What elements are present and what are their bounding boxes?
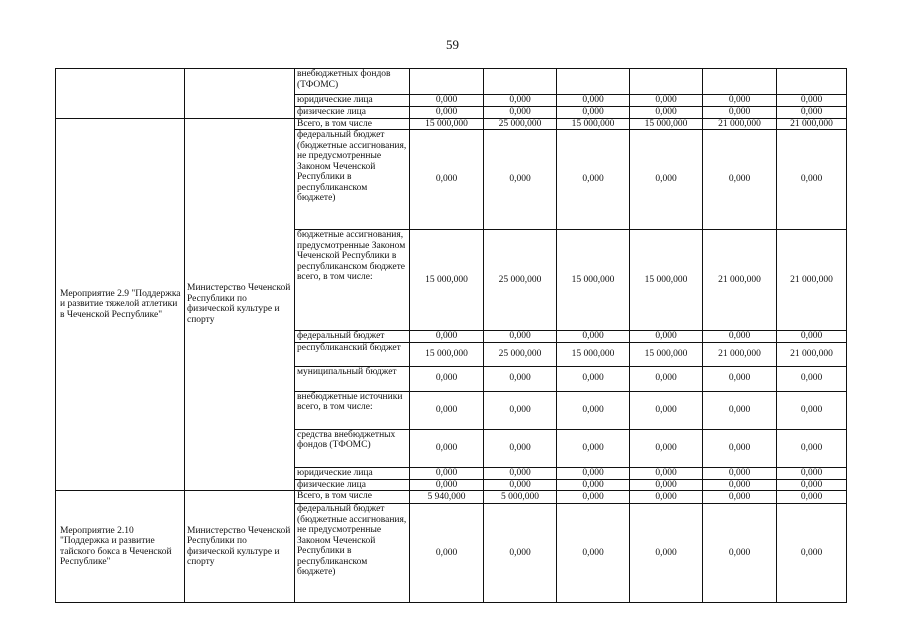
table-row	[56, 491, 847, 504]
amount-cell: 0,000	[703, 130, 777, 230]
amount-cell: 0,000	[410, 504, 484, 603]
organization-cell	[185, 69, 295, 119]
amount-cell: 0,000	[630, 107, 703, 119]
amount-cell: 0,000	[630, 366, 703, 391]
amount-cell: 21 000,000	[777, 118, 847, 130]
amount-cell: 0,000	[557, 107, 630, 119]
amount-cell: 0,000	[484, 130, 557, 230]
amount-cell: 15 000,000	[410, 230, 484, 331]
amount-cell: 0,000	[557, 429, 630, 467]
funding-source-cell: физические лица	[295, 107, 410, 119]
amount-cell: 0,000	[777, 479, 847, 491]
amount-cell	[410, 69, 484, 95]
amount-cell: 0,000	[630, 391, 703, 429]
amount-cell: 0,000	[703, 107, 777, 119]
amount-cell: 0,000	[484, 107, 557, 119]
amount-cell: 0,000	[703, 504, 777, 603]
organization-cell: Министерство Чеченской Республики по физической культуре и спорту	[185, 118, 295, 491]
amount-cell: 15 000,000	[630, 342, 703, 366]
amount-cell: 21 000,000	[703, 118, 777, 130]
budget-table	[55, 68, 847, 603]
amount-cell: 0,000	[630, 130, 703, 230]
amount-cell: 25 000,000	[484, 230, 557, 331]
amount-cell: 15 000,000	[557, 230, 630, 331]
budget-table-body	[56, 69, 847, 603]
funding-source-cell: средства внебюджетных фондов (ТФОМС)	[295, 429, 410, 467]
amount-cell: 0,000	[777, 391, 847, 429]
amount-cell	[703, 69, 777, 95]
amount-cell: 0,000	[410, 366, 484, 391]
amount-cell: 15 000,000	[557, 342, 630, 366]
amount-cell: 15 000,000	[410, 118, 484, 130]
funding-source-cell: юридические лица	[295, 95, 410, 107]
funding-source-cell: бюджетные ассигнования, предусмотренные Законом Чеченской Республики в республиканском бюджете всего, в том числе:	[295, 230, 410, 331]
event-name-cell	[56, 69, 185, 119]
amount-cell: 0,000	[777, 107, 847, 119]
amount-cell: 0,000	[703, 366, 777, 391]
amount-cell: 0,000	[557, 366, 630, 391]
funding-source-cell: федеральный бюджет	[295, 331, 410, 343]
amount-cell: 0,000	[630, 479, 703, 491]
amount-cell: 0,000	[703, 429, 777, 467]
amount-cell: 5 940,000	[410, 491, 484, 504]
amount-cell: 0,000	[410, 107, 484, 119]
amount-cell: 0,000	[703, 331, 777, 343]
amount-cell: 0,000	[557, 130, 630, 230]
funding-source-cell: Всего, в том числе	[295, 118, 410, 130]
amount-cell: 0,000	[630, 429, 703, 467]
amount-cell: 0,000	[557, 504, 630, 603]
amount-cell: 15 000,000	[630, 230, 703, 331]
amount-cell: 0,000	[703, 95, 777, 107]
funding-source-cell: юридические лица	[295, 467, 410, 479]
amount-cell: 15 000,000	[557, 118, 630, 130]
amount-cell: 0,000	[777, 491, 847, 504]
funding-source-cell: федеральный бюджет (бюджетные ассигнования, не предусмотренные Законом Чеченской Республики в республиканском бюджете)	[295, 130, 410, 230]
amount-cell: 0,000	[410, 467, 484, 479]
amount-cell: 0,000	[557, 95, 630, 107]
amount-cell: 21 000,000	[777, 342, 847, 366]
amount-cell: 0,000	[777, 130, 847, 230]
amount-cell: 0,000	[703, 467, 777, 479]
amount-cell: 0,000	[557, 467, 630, 479]
amount-cell: 0,000	[557, 391, 630, 429]
amount-cell: 0,000	[410, 479, 484, 491]
amount-cell: 0,000	[557, 479, 630, 491]
amount-cell: 0,000	[410, 95, 484, 107]
amount-cell	[630, 69, 703, 95]
funding-source-cell: муниципальный бюджет	[295, 366, 410, 391]
organization-cell: Министерство Чеченской Республики по физической культуре и спорту	[185, 491, 295, 603]
amount-cell: 0,000	[777, 504, 847, 603]
amount-cell: 21 000,000	[777, 230, 847, 331]
amount-cell	[484, 69, 557, 95]
amount-cell: 0,000	[630, 491, 703, 504]
amount-cell: 0,000	[410, 331, 484, 343]
amount-cell: 21 000,000	[703, 230, 777, 331]
amount-cell: 15 000,000	[410, 342, 484, 366]
amount-cell: 0,000	[777, 331, 847, 343]
amount-cell: 0,000	[703, 479, 777, 491]
amount-cell: 0,000	[557, 491, 630, 504]
funding-source-cell: физические лица	[295, 479, 410, 491]
amount-cell: 0,000	[484, 429, 557, 467]
amount-cell: 0,000	[777, 95, 847, 107]
amount-cell: 0,000	[484, 467, 557, 479]
amount-cell: 0,000	[484, 479, 557, 491]
page-number: 59	[446, 37, 459, 52]
amount-cell: 25 000,000	[484, 118, 557, 130]
amount-cell: 0,000	[777, 467, 847, 479]
amount-cell: 0,000	[410, 130, 484, 230]
funding-source-cell: внебюджетных фондов (ТФОМС)	[295, 69, 410, 95]
amount-cell: 0,000	[484, 504, 557, 603]
amount-cell: 0,000	[410, 429, 484, 467]
event-name-cell: Мероприятие 2.9 "Поддержка и развитие тяжелой атлетики в Чеченской Республике"	[56, 118, 185, 491]
amount-cell	[777, 69, 847, 95]
amount-cell: 15 000,000	[630, 118, 703, 130]
table-row	[56, 118, 847, 130]
amount-cell: 0,000	[703, 491, 777, 504]
amount-cell: 0,000	[630, 95, 703, 107]
amount-cell	[557, 69, 630, 95]
funding-source-cell: федеральный бюджет (бюджетные ассигнования, не предусмотренные Законом Чеченской Республики в республиканском бюджете)	[295, 504, 410, 603]
amount-cell: 5 000,000	[484, 491, 557, 504]
amount-cell: 25 000,000	[484, 342, 557, 366]
amount-cell: 0,000	[777, 366, 847, 391]
amount-cell: 0,000	[410, 391, 484, 429]
amount-cell: 0,000	[557, 331, 630, 343]
amount-cell: 0,000	[777, 429, 847, 467]
funding-source-cell: республиканский бюджет	[295, 342, 410, 366]
amount-cell: 0,000	[630, 504, 703, 603]
amount-cell: 0,000	[703, 391, 777, 429]
amount-cell: 0,000	[484, 391, 557, 429]
amount-cell: 21 000,000	[703, 342, 777, 366]
amount-cell: 0,000	[484, 331, 557, 343]
event-name-cell: Мероприятие 2.10 "Поддержка и развитие тайского бокса в Чеченской Республике"	[56, 491, 185, 603]
table-row	[56, 69, 847, 95]
amount-cell: 0,000	[630, 467, 703, 479]
amount-cell: 0,000	[630, 331, 703, 343]
amount-cell: 0,000	[484, 95, 557, 107]
funding-source-cell: Всего, в том числе	[295, 491, 410, 504]
funding-source-cell: внебюджетные источники всего, в том числе:	[295, 391, 410, 429]
amount-cell: 0,000	[484, 366, 557, 391]
